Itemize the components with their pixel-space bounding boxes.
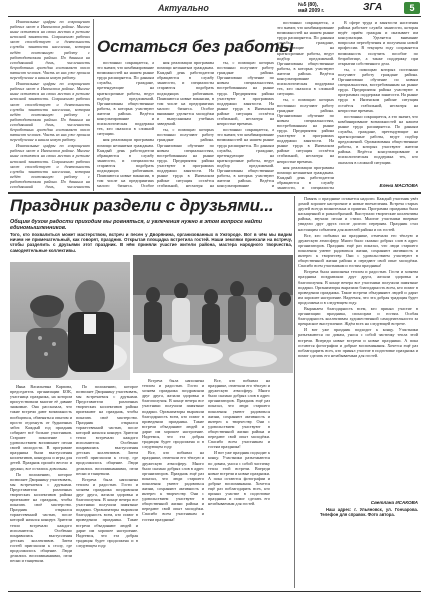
article1-col-5-text-c: ния реализации программы помощи незанятым гражданам. Каждый день работодатели обращаются в службу занятости, и специалисты <box>277 164 334 190</box>
column-divider <box>93 19 94 191</box>
article1-col-2 <box>97 60 154 190</box>
article1-col-5 <box>277 20 334 190</box>
footer-rule <box>8 591 421 592</box>
article2-col-2-text: По положению, которое позволяет Дворянину участвовать, мы встречаемся с друзьями. Представители различных творческих коллективов района приезжают на праздник, чтобы показать своё мастерство. Праздник открылся торжественной частью, после которой начался концерт. Зрители тепло встречали каждого исполнителя. Особенно понравились выступления детских коллективов. Затем гостей пригласили к столу, где продолжилось общение. Люди делились воспоминаниями, пели песни и танцевали. <box>76 384 138 476</box>
page-header <box>8 3 421 14</box>
article2-headline: Праздник раздели с друзьями... <box>10 196 274 215</box>
article1-col-left <box>10 19 90 189</box>
photo-crowd-image <box>133 255 293 373</box>
article1-col-right-text-b: ты, с помощью которых постоянно получают работу граждане района. Организовано обучение по новым специальностям, востребованным на рынке труда. Предприятия района участвуют в программах поддержки занятости. На рынке труда в Инзенском районе ситуация остаётся стабильной, несмотря на непростые времена. <box>338 66 418 113</box>
photo-couple <box>10 262 130 380</box>
article2-col-1-text-b: По положению, которое позволяет Дворянину участвовать, мы встречаемся с друзьями. Представители различных творческих коллективов района приезжают на праздник, чтобы показать своё мастерство. Праздник открылся торжественной частью, после которой начался концерт. Зрители тепло встречали каждого исполнителя. Особенно понравились выступления детских коллективов. Затем гостей пригласили к столу, где продолжилось общение. Люди делились воспоминаниями, пели песни и танцевали. <box>10 471 72 564</box>
article1-col-3-text: ния реализации программы помощи незанятым гражданам. Каждый день работодатели обращаются в службу занятости, и специалисты стараются подобрать подходящих работников. Появляются новые вакансии, в том числе на предприятиях малого бизнеса. Особое внимание уделяется молодёжи и выпускникам учебных заведений. <box>157 60 214 127</box>
page-number: 5 <box>404 2 420 14</box>
article2-lead: Общим духом радости приходим мы ровняться, и увлечения нужно в этом вопросе найти единомышленников. <box>10 219 263 232</box>
article2-col-4-text-b: И вот уже праздник подходит к концу. Участники разъезжаются по домам, унося с собой частичку тепла этой встречи. Впереди новые встречи и новые праздники. А пока остаются фотографии и добрые воспоминания. Хочется ещё раз поблагодарить всех, кто принял участие в подготовке праздника и помог сделать его незабываемым для гостей. <box>208 450 270 507</box>
article1-col-3-text-b: ты, с помощью которых постоянно получают работу граждане района. Организовано обучение по новым специальностям, востребованным на рынке труда. Предприятия района участвуют в программах поддержки занятости. На рынке труда в Инзенском районе ситуация остаётся стабильной, несмотря на <box>157 127 214 189</box>
newspaper-logo: ЗГА <box>363 2 383 13</box>
article1-col-right-text: В сфере труда и занятости населения района работает служба занятости, которая ведёт приём граждан и оказывает им консультации. Уделяется внимание вопросам переобучения и получения новой профессии. В текущем году сохраняется возможность получить пособие по безработице, а также поддержку при открытии собственного дела. <box>338 20 418 66</box>
article2-col-3-text-b: Все, кто побывал на празднике, отмечали его тёплую и дружескую атмосферу. Много было сказано добрых слов в адрес организаторов. Праздник ещё раз показал, что люди старшего поколения умеют радоваться жизни, сохраняют активность и интерес к творчеству. Они с удовольствием участвуют в общественной жизни района и передают свой опыт молодёжи. Спасибо всем участникам и гостям праздника! <box>142 450 204 522</box>
header-rule <box>8 16 421 17</box>
article1-col-2-text: постоянно сокращается, а это значит, что комбинирование возможностей на нашем рынке труда расширяется. По данным службы, граждане, претендующие на краткосрочные работы, ведут подбор предложений. Организованы общественные работы, в которых участвуют жители района. Ведётся консультирование и психологическая поддержка тех, кто оказался в сложной ситуации. <box>97 60 154 137</box>
article1-col-5-text: постоянно сокращается, а это значит, что комбинирование возможностей на нашем рынке труда расширяется. По данным службы, граждане, претендующие на краткосрочные работы, ведут подбор предложений. Организованы общественные работы, в которых участвуют жители района. Ведётся консультирование и психологическая поддержка тех, кто оказался в сложной ситуации. <box>277 20 334 97</box>
column-divider-2 <box>294 196 295 588</box>
article2-right-text-e: И вот уже праздник подходит к концу. Участники разъезжаются по домам, унося с собой частичку тепла этой встречи. Впереди новые встречи и новые праздники. А пока остаются фотографии и добрые воспоминания. Хочется ещё раз поблагодарить всех, кто принял участие в подготовке праздника и помог сделать его незабываемым для гостей. <box>298 327 418 358</box>
article2-contacts <box>320 507 418 587</box>
article2-col-3 <box>142 378 204 589</box>
article2-right-text-c: Встреча была наполнена теплом и радостью. Гости и хозяева праздника поздравляли друг друга, желали здоровья и благополучия. В конце вечера все участники получили памятные подарки. Организаторы выразили благодарность всем, кто помог в проведении праздника. Такие встречи объединяют людей и дарят им хорошее настроение. Надеемся, что эта добрая традиция будет продолжена и в следующем году. <box>298 269 418 305</box>
article2-right-text: Память о празднике останется надолго. Каждый участник увёз домой хорошее настроение и новые впечатления. Встреча старых друзей всегда волнительна и приятна. Программа праздника была насыщенной и разнообразной. Выступали творческие коллективы района, звучали песни и стихи. Многие участники впервые увидели друг друга после долгого перерыва. Праздник стал настоящим событием для жителей района и их гостей. <box>298 196 418 232</box>
issue-info <box>298 3 324 14</box>
article1-col-3 <box>157 60 214 190</box>
article1-author: Елена МАСЛОВА <box>379 183 418 188</box>
section-title: Актуально <box>158 3 209 13</box>
article1-col-left-text: Изначальные цифры по сокращению рабочих мест в Инзенском районе. Многие ныне остаются на своих местах в режиме неполной занятости. Сохранению рабочих мест способствует и деятельность службы занятости населения, которая ведёт постоянную работу с работодателями района. По данным на сегодняшний день, численность безработных граждан составляет около пятисот человек. Часть из них уже прошла переобучение и нашла новую работу. <box>10 19 90 81</box>
article1-col-right <box>338 20 418 180</box>
issue-date: май 2009 г. <box>298 7 325 14</box>
article1-headline: Остаться без работы <box>97 37 294 56</box>
article1-col-right-text-c: постоянно сокращается, а это значит, что комбинирование возможностей на нашем рынке труда расширяется. По данным службы, граждане, претендующие на краткосрочные работы, ведут подбор предложений. Организованы общественные работы, в которых участвуют жители района. Ведётся консультирование и психологическая поддержка тех, кто оказался в сложной ситуации. <box>338 113 418 165</box>
article1-col-4 <box>217 60 274 190</box>
photo-crowd <box>133 255 293 373</box>
article2-col-3-text: Встреча была наполнена теплом и радостью. Гости и хозяева праздника поздравляли друг друга, желали здоровья и благополучия. В конце вечера все участники получили памятные подарки. Организаторы выразили благодарность всем, кто помог в проведении праздника. Такие встречи объединяют людей и дарят им хорошее настроение. Надеемся, что эта добрая традиция будет продолжена и в следующем году. <box>142 378 204 450</box>
photo-couple-image <box>10 262 130 380</box>
article1-col-left-text-2: Изначальные цифры по сокращению рабочих мест в Инзенском районе. Многие ныне остаются на своих местах в режиме неполной занятости. Сохранению рабочих мест способствует и деятельность службы занятости населения, которая ведёт постоянную работу с работодателями района. По данным на сегодняшний день, численность безработных граждан составляет около пятисот человек. Часть из них уже прошла переобучение и нашла новую работу. <box>10 81 90 143</box>
article2-contacts-text: Наш адрес: г. Ульяновск, ул. Гончарова. Телефон для справок. Фото автора. <box>320 507 418 518</box>
article1-col-2-text-b: ния реализации программы помощи незанятым гражданам. Каждый день работодатели обращаются в службу занятости, и специалисты стараются подобрать подходящих работников. Появляются новые вакансии, в том числе на предприятиях малого бизнеса. Особое <box>97 137 154 189</box>
article1-col-4-text: ты, с помощью которых постоянно получают работу граждане района. Организовано обучение по новым специальностям, востребованным на рынке труда. Предприятия района участвуют в программах поддержки занятости. На рынке труда в Инзенском районе ситуация остаётся стабильной, несмотря на непростые времена. <box>217 60 274 127</box>
article2-right-text-b: Все, кто побывал на празднике, отмечали его тёплую и дружескую атмосферу. Много было сказано добрых слов в адрес организаторов. Праздник ещё раз показал, что люди старшего поколения умеют радоваться жизни, сохраняют активность и интерес к творчеству. Они с удовольствием участвуют в общественной жизни района и передают свой опыт молодёжи. Спасибо всем участникам и гостям праздника! <box>298 232 418 269</box>
article2-col-4 <box>208 378 270 589</box>
section-separator <box>8 192 421 194</box>
article2-author: Светлана ИСАКОВА <box>370 500 418 505</box>
article2-col-right <box>298 196 418 496</box>
article2-intro-text: Того, кто похвалиться может мастерством, встреч и песен у Дворянина, организованных в Ужгороде. Вот в чём мы видим ничем не примечательный, как говорят, праздник. Открытая площадка встретила гостей. Наши земляки приехали на встречу, чтобы разделить с друзьями этот праздник. В нём приняли участие жители района, мастера народного творчества, самодеятельные коллективы. <box>10 232 292 253</box>
article2-col-2 <box>76 384 138 589</box>
article2-intro <box>10 232 292 253</box>
article2-right-text-d: Выражаем благодарность всем, кто принял участие в организации праздника, спонсорам и гостям. Особая благодарность коллективам художественной самодеятельности за прекрасное выступление. Ждём всех на следующей встрече. <box>298 305 418 327</box>
issue-number: №5 (80), <box>298 2 319 8</box>
article2-col-1-text: Инна Васильевна Карпова, председатель организации БОК, участница праздника, на котором присутствовали многие её давние знакомые. Она рассказала, что такие встречи дают возможность пообщаться, обменяться опытом и просто отдохнуть от будничных забот. Каждый год праздник собирает всё больше участников. Старшее поколение с удовольствием вспоминает песни своей молодости. В программе праздника были выступления коллективов, конкурсы и игры для детей. Праздник прошёл весело и дружно, все остались довольны. <box>10 384 72 471</box>
article1-col-4-text-b: постоянно сокращается, а это значит, что комбинирование возможностей на нашем рынке труда расширяется. По данным службы, граждане, претендующие на краткосрочные работы, ведут подбор предложений. Организованы общественные работы, в которых участвуют жители района. Ведётся консультирование и <box>217 127 274 189</box>
article2-col-1 <box>10 384 72 589</box>
article1-col-5-text-b: ты, с помощью которых постоянно получают работу граждане района. Организовано обучение по новым специальностям, востребованным на рынке труда. Предприятия района участвуют в программах поддержки занятости. На рынке труда в Инзенском районе ситуация остаётся стабильной, несмотря на непростые времена. <box>277 97 334 164</box>
article1-col-left-text-3: Изначальные цифры по сокращению рабочих мест в Инзенском районе. Многие ныне остаются на своих местах в режиме неполной занятости. Сохранению рабочих мест способствует и деятельность службы занятости населения, которая ведёт постоянную работу с работодателями района. По данным на сегодняшний день, численность <box>10 143 90 189</box>
article2-col-2-text-b: Встреча была наполнена теплом и радостью. Гости и хозяева праздника поздравляли друг друга, желали здоровья и благополучия. В конце вечера все участники получили памятные подарки. Организаторы выразили благодарность всем, кто помог в проведении праздника. Такие встречи объединяют людей и дарят им хорошее настроение. Надеемся, что эта добрая традиция будет продолжена и в следующем году. <box>76 476 138 548</box>
article2-col-4-text: Все, кто побывал на празднике, отмечали его тёплую и дружескую атмосферу. Много было сказано добрых слов в адрес организаторов. Праздник ещё раз показал, что люди старшего поколения умеют радоваться жизни, сохраняют активность и интерес к творчеству. Они с удовольствием участвуют в общественной жизни района и передают свой опыт молодёжи. Спасибо всем участникам и гостям праздника! <box>208 378 270 450</box>
